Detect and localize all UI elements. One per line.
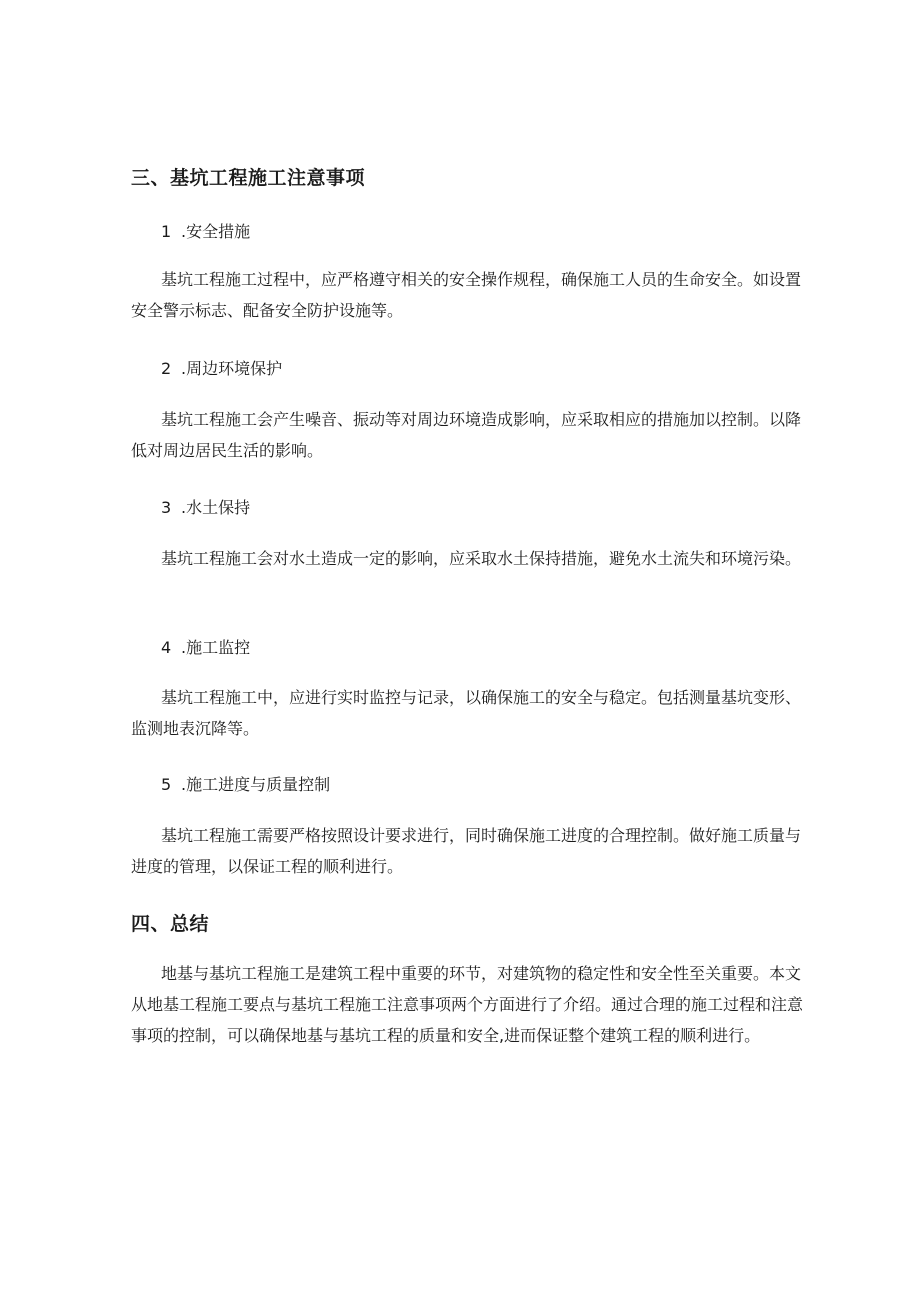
item-4-paragraph: 基坑工程施工中，应进行实时监控与记录，以确保施工的安全与稳定。包括测量基坑变形、监测地表沉降等。 — [131, 688, 802, 738]
item-5-heading — [161, 774, 330, 796]
section-4-heading: 四、总结 — [131, 913, 210, 935]
item-2-paragraph: 基坑工程施工会产生噪音、振动等对周边环境造成影响，应采取相应的措施加以控制。以降低对周边居民生活的影响。 — [131, 410, 802, 460]
item-3-number: 3 — [161, 498, 172, 517]
item-3-heading — [161, 497, 250, 519]
item-1-title: .安全措施 — [181, 222, 251, 241]
item-4-title: .施工监控 — [181, 638, 251, 657]
item-3-title: .水土保持 — [181, 498, 251, 517]
item-2-heading — [161, 358, 282, 380]
item-5-paragraph: 基坑工程施工需要严格按照设计要求进行，同时确保施工进度的合理控制。做好施工质量与进度的管理，以保证工程的顺利进行。 — [131, 826, 802, 876]
item-4-number: 4 — [161, 638, 172, 657]
item-1-heading — [161, 221, 250, 243]
section-3-heading: 三、基坑工程施工注意事项 — [131, 167, 366, 189]
summary-paragraph: 地基与基坑工程施工是建筑工程中重要的环节，对建筑物的稳定性和安全性至关重要。本文从地基工程施工要点与基坑工程施工注意事项两个方面进行了介绍。通过合理的施工过程和注意事项的控制，可以确保地基与基坑工程的质量和安全,进而保证整个建筑工程的顺利进行。 — [131, 964, 804, 1045]
item-2-number: 2 — [161, 359, 172, 378]
item-5-title: .施工进度与质量控制 — [181, 775, 331, 794]
item-5-number: 5 — [161, 775, 172, 794]
item-1-number: 1 — [161, 222, 172, 241]
item-1-paragraph: 基坑工程施工过程中，应严格遵守相关的安全操作规程，确保施工人员的生命安全。如设置安全警示标志、配备安全防护设施等。 — [131, 270, 802, 320]
item-3-paragraph: 基坑工程施工会对水土造成一定的影响，应采取水土保持措施，避免水土流失和环境污染。 — [161, 549, 802, 568]
item-2-title: .周边环境保护 — [181, 359, 283, 378]
item-4-heading — [161, 637, 250, 659]
